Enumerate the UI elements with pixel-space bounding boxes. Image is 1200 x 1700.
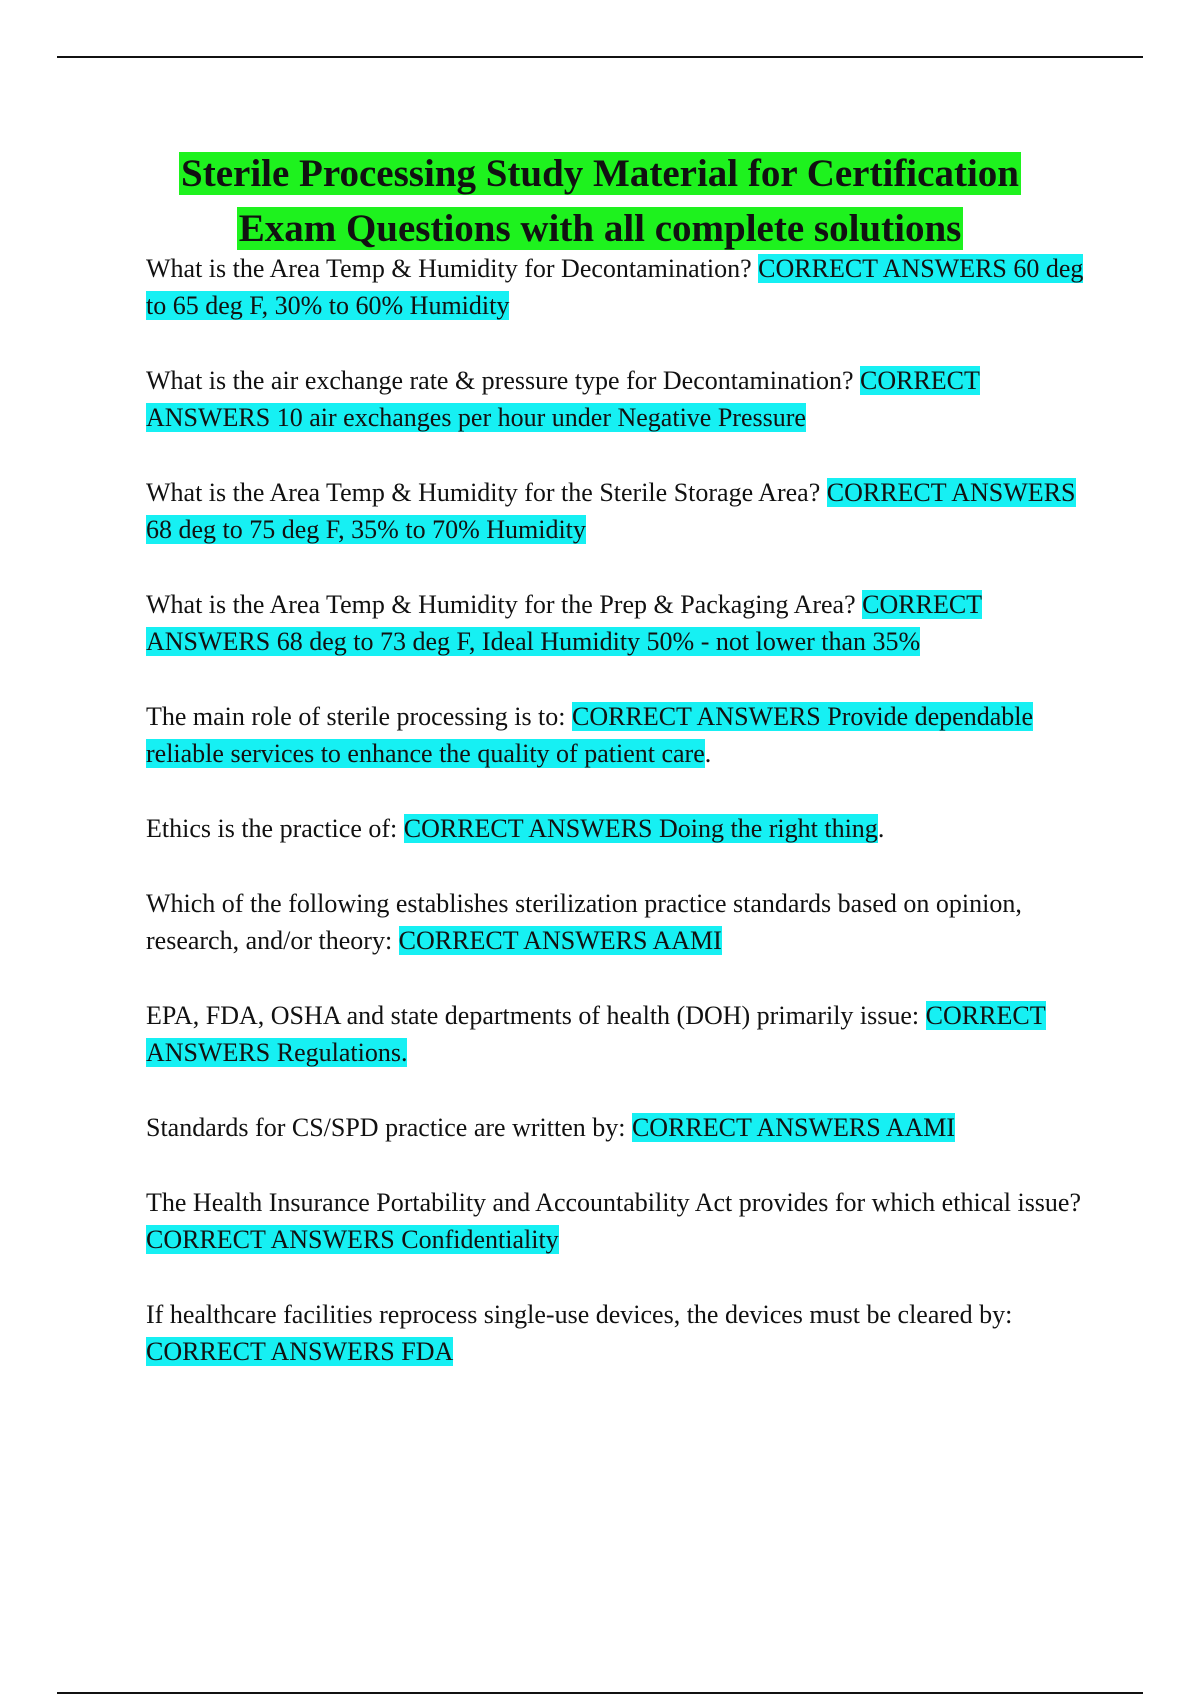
- question-text: What is the air exchange rate & pressure type for Decontamination?: [146, 366, 860, 395]
- qa-item: [146, 1184, 1091, 1258]
- qa-item: [146, 885, 1091, 959]
- question-text: If healthcare facilities reprocess single-use devices, the devices must be cleared by:: [146, 1300, 1013, 1329]
- answer-text: CORRECT ANSWERS Provide dependable reliable services to enhance the quality of patient care: [146, 702, 1034, 768]
- footer-rule: [57, 1692, 1143, 1694]
- answer-text: CORRECT ANSWERS AAMI: [631, 1113, 956, 1142]
- qa-list: [146, 250, 1091, 1408]
- answer-text: CORRECT ANSWERS Confidentiality: [146, 1225, 559, 1254]
- answer-text: CORRECT ANSWERS 60 deg to 65 deg F, 30% to 60% Humidity: [146, 254, 1084, 320]
- qa-item: [146, 250, 1091, 324]
- qa-item: [146, 997, 1091, 1071]
- qa-item: [146, 1109, 1091, 1146]
- qa-item: [146, 362, 1091, 436]
- question-text: What is the Area Temp & Humidity for the Prep & Packaging Area?: [146, 590, 863, 619]
- question-text: EPA, FDA, OSHA and state departments of health (DOH) primarily issue:: [146, 1001, 926, 1030]
- answer-trailing: .: [877, 814, 885, 843]
- answer-text: CORRECT ANSWERS Doing the right thing: [403, 814, 878, 843]
- answer-text: CORRECT ANSWERS 10 air exchanges per hour under Negative Pressure: [146, 366, 980, 432]
- question-text: The main role of sterile processing is to:: [146, 702, 573, 731]
- qa-item: [146, 586, 1091, 660]
- qa-item: [146, 810, 1091, 847]
- answer-trailing: .: [704, 739, 712, 768]
- answer-text: CORRECT ANSWERS 68 deg to 75 deg F, 35% to 70% Humidity: [146, 478, 1076, 544]
- title-line-1: Sterile Processing Study Material for Certification: [181, 152, 1019, 195]
- question-text: What is the Area Temp & Humidity for the Sterile Storage Area?: [146, 478, 827, 507]
- document-title: [100, 146, 1100, 256]
- question-text: The Health Insurance Portability and Accountability Act provides for which ethical issue?: [146, 1188, 1082, 1217]
- qa-item: [146, 1296, 1091, 1370]
- answer-text: CORRECT ANSWERS 68 deg to 73 deg F, Ideal Humidity 50% - not lower than 35%: [146, 590, 983, 656]
- question-text: Standards for CS/SPD practice are written by:: [146, 1113, 632, 1142]
- qa-item: [146, 698, 1091, 772]
- question-text: What is the Area Temp & Humidity for Decontamination?: [146, 254, 759, 283]
- header-rule: [57, 56, 1143, 58]
- answer-text: CORRECT ANSWERS FDA: [146, 1337, 454, 1366]
- answer-text: CORRECT ANSWERS Regulations.: [146, 1001, 1046, 1067]
- answer-text: CORRECT ANSWERS AAMI: [398, 926, 722, 955]
- question-text: Ethics is the practice of:: [146, 814, 404, 843]
- title-line-2: Exam Questions with all complete solutions: [238, 207, 962, 250]
- qa-item: [146, 474, 1091, 548]
- question-text: Which of the following establishes sterilization practice standards based on opinion, research, and/or theory:: [146, 889, 1022, 955]
